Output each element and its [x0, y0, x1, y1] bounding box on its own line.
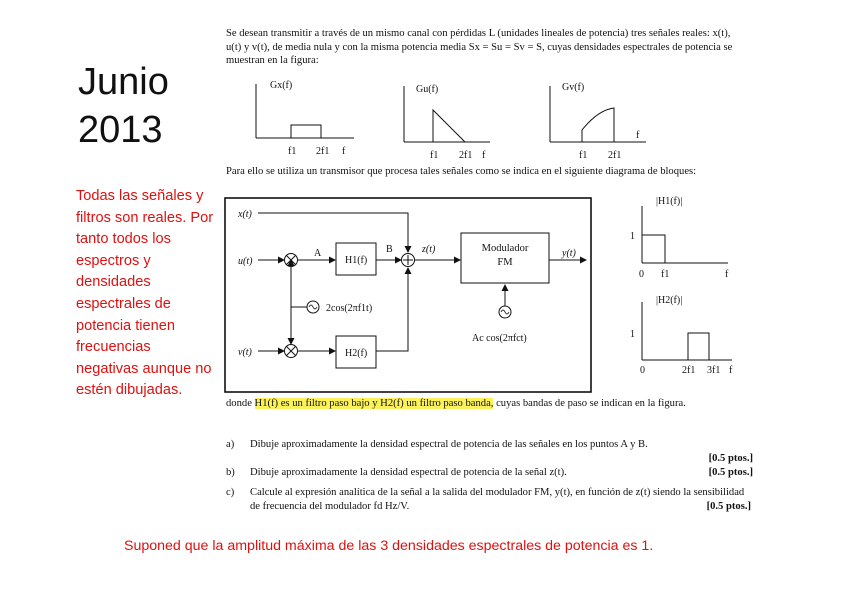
question-a [226, 438, 761, 468]
gv-f2: 2f1 [608, 150, 622, 161]
gu-f: f [482, 150, 486, 161]
question-a-text: Dibuje aproximadamente la densidad espectral de potencia de las señales en los puntos A y B. [250, 439, 648, 450]
h2-response [630, 295, 733, 376]
gv-label: Gv(f) [562, 82, 585, 93]
question-b-text: Dibuje aproximadamente la densidad espectral de potencia de la señal z(t). [250, 467, 567, 478]
gx-label: Gx(f) [270, 80, 293, 91]
question-c-label: c) [226, 487, 235, 498]
gu-plot [404, 84, 490, 161]
h2-block-label: H2(f) [345, 348, 368, 359]
question-a-label: a) [226, 439, 235, 450]
spectra-figure [226, 72, 766, 164]
osc-label: 2cos(2πf1t) [326, 303, 373, 314]
u-label: u(t) [238, 256, 253, 267]
problem-para3 [226, 397, 736, 411]
question-b [226, 466, 761, 482]
para3-pre: donde [226, 398, 255, 409]
slide-note: Todas las señales y filtros son reales. Por tanto todos los espectros y densidades espectrales de potencia tienen frecuencias negativas aunque no estén dibujadas. [76, 188, 214, 399]
h1-resp-label: |H1(f)| [656, 196, 683, 207]
para3-highlight: H1(f) es un filtro paso bajo y H2(f) un filtro paso banda, [254, 398, 494, 409]
v-label: v(t) [238, 347, 252, 358]
gv-f: f [636, 130, 640, 141]
gu-label: Gu(f) [416, 84, 439, 95]
para3-post: cuyas bandas de paso se indican en la figura. [493, 398, 686, 409]
gu-f2: 2f1 [459, 150, 473, 161]
h1-f: f [725, 269, 729, 280]
gx-f2: 2f1 [316, 146, 330, 157]
y-label: y(t) [562, 248, 576, 259]
x-label: x(t) [238, 209, 252, 220]
mod-line1: Modulador [481, 243, 529, 254]
h2-one: 1 [630, 329, 635, 340]
h2-zero: 0 [640, 365, 645, 376]
question-a-points: [0.5 ptos.] [708, 453, 753, 464]
h1-f1: f1 [661, 269, 670, 280]
question-b-label: b) [226, 467, 235, 478]
problem-intro: Se desean transmitir a través de un mismo canal con pérdidas L (unidades lineales de potencia) tres señales reales: x(t), u(t) y v(t), de media nula y con la misma potencia media Sx = Su = Sv = S, cuyas densidades espectrales de potencia se muestran en la figura: [226, 28, 733, 67]
gx-f: f [342, 146, 346, 157]
question-c [226, 486, 761, 516]
h2-resp-label: |H2(f)| [656, 295, 683, 306]
slide-footer: Suponed que la amplitud máxima de las 3 densidades espectrales de potencia es 1. [124, 538, 654, 554]
question-c-text: Calcule al expresión analítica de la señal a la salida del modulador FM, y(t), en función de z(t) siendo la sensibilidad de frecuencia del modulador fd Hz/V. [250, 487, 745, 512]
h2-f: f [729, 365, 733, 376]
gx-plot [256, 80, 354, 157]
slide-title: Junio 2013 [78, 61, 169, 151]
mod-line2: FM [497, 257, 513, 268]
question-c-points: [0.5 ptos.] [706, 501, 751, 512]
h1-one: 1 [630, 231, 635, 242]
h1-response [630, 196, 729, 280]
gx-f1: f1 [288, 146, 297, 157]
problem-para2: Para ello se utiliza un transmisor que procesa tales señales como se indica en el siguiente diagrama de bloques: [226, 166, 697, 177]
h2-f1: 2f1 [682, 365, 696, 376]
filter-responses [620, 190, 748, 386]
gv-plot [550, 82, 646, 161]
h2-f2: 3f1 [707, 365, 721, 376]
carrier-label: Ac cos(2πfct) [472, 333, 527, 344]
point-b: B [386, 244, 393, 255]
z-label: z(t) [422, 244, 436, 255]
question-b-points: [0.5 ptos.] [708, 467, 753, 478]
gu-f1: f1 [430, 150, 439, 161]
h1-block-label: H1(f) [345, 255, 368, 266]
point-a: A [314, 248, 322, 259]
h1-zero: 0 [639, 269, 644, 280]
gv-f1: f1 [579, 150, 588, 161]
